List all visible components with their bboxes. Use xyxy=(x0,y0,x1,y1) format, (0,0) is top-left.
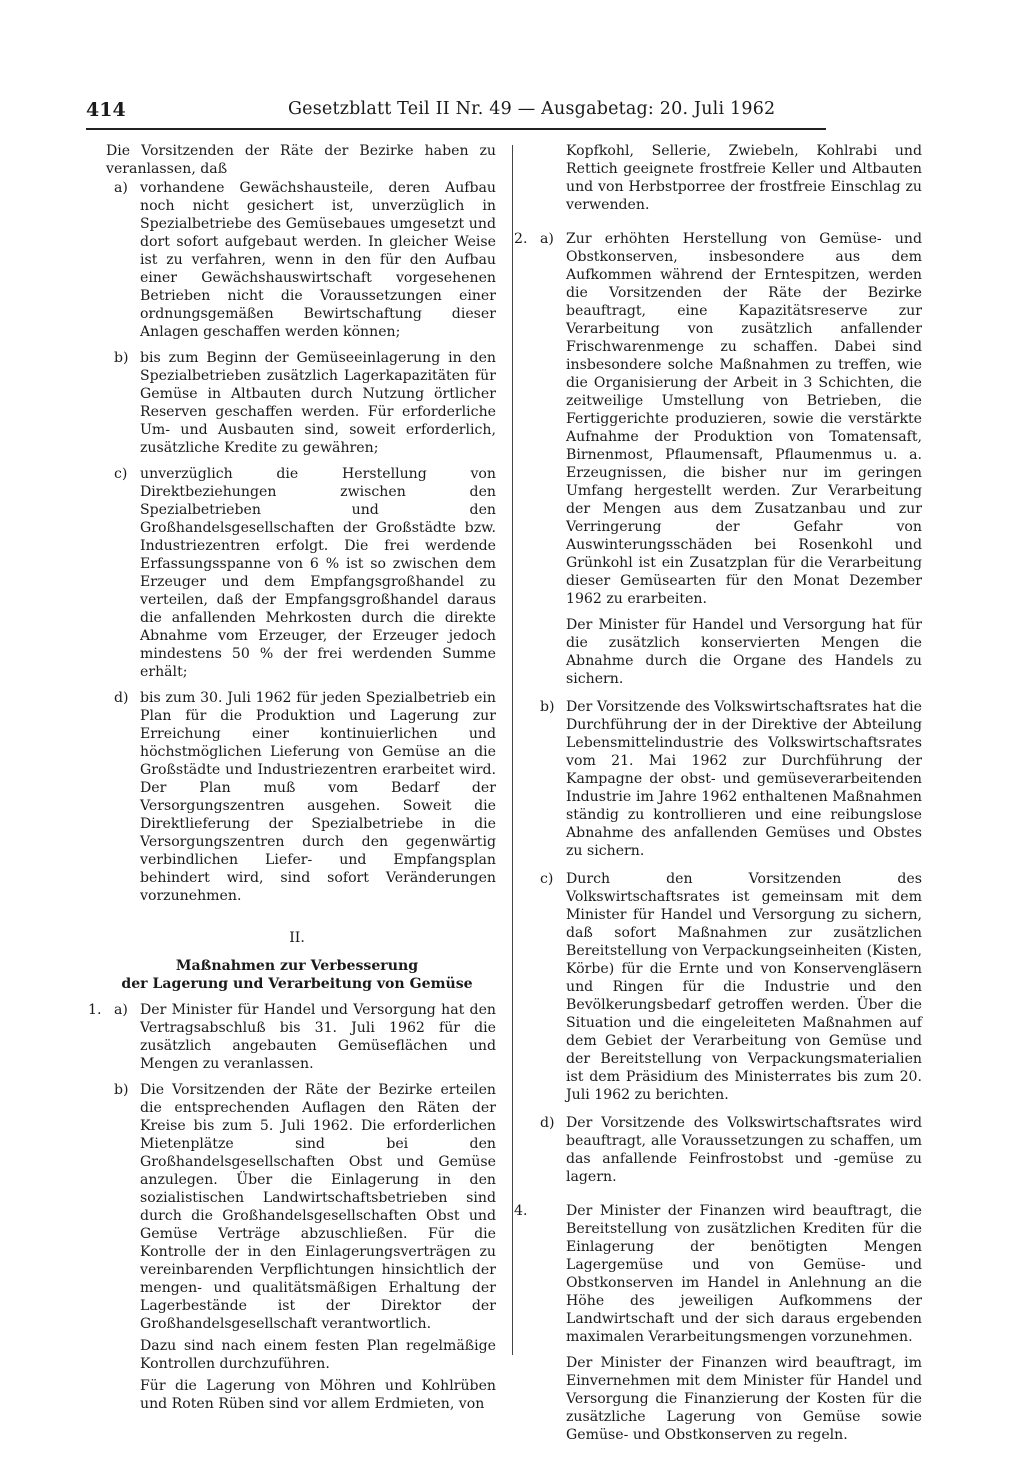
paragraph: Für die Lagerung von Möhren und Kohlrüben und Roten Rüben sind vor allem Erdmieten, von xyxy=(140,1378,496,1412)
item-label: c) xyxy=(114,466,128,482)
paragraph: Der Minister der Finanzen wird beauftragt, im Einvernehmen mit dem Minister für Handel und Versorgung die Finanzierung der Kosten für die zusätzliche Lagerung von Gemüse sowie Gemüse- und Obstkonserven zu regeln. xyxy=(566,1355,922,1443)
paragraph: Dazu sind nach einem festen Plan regelmäßige Kontrollen durchzuführen. xyxy=(140,1338,496,1372)
item-text: Zur erhöhten Herstellung von Gemüse- und Obstkonserven, insbesondere aus dem Aufkommen während der Erntespitzen, werden die Vorsitzenden der Räte der Bezirke beauftragt, eine Kapazitätsreserve zur Verarbeitung von zusätzlich anfallender Frischwarenmenge zu schaffen. Dabei sind insbesondere solche Maßnahmen zu treffen, wie die Organisierung der Arbeit in 3 Schichten, die zeitweilige Umstellung von Betrieben, die Fertiggerichte produzieren, sowie die verstärkte Aufnahme der Produktion von Tomatensaft, Birnenmost, Pflaumensaft, Pflaumenmus u. a. Erzeugnissen, die bisher nur im geringen Umfang hergestellt werden. Zur Verarbeitung der Mengen aus dem Zusatzanbau und zur Verringerung der Gefahr von Auswinterungsschäden bei Rosenkohl und Grünkohl ist ein Zusatzplan für die Verarbeitung dieser Gemüsearten für den Monat Dezember 1962 zu erarbeiten. xyxy=(566,231,922,607)
item-text: unverzüglich die Herstellung von Direktbeziehungen zwischen den Spezialbetrieben und den Großhandelsgesellschaften der Großstädte bzw. Industriezentren erfolgt. Die frei werdende Erfassungsspanne von 6 % ist so zwischen dem Erzeuger und dem Empfangsgroßhandel zu verteilen, daß der Empfangsgroßhandel daraus die anfallenden Mehrkosten durch die direkte Abnahme vom Erzeuger, der Erzeuger jedoch mindestens 50 % der frei werdenden Summe erhält; xyxy=(140,466,496,680)
item-text: Der Minister der Finanzen wird beauftragt, die Bereitstellung von zusätzlichen Krediten für die Einlagerung der benötigten Mengen Lagergemüse und von Gemüse- und Obstkonserven im Handel in Anlehnung an die Höhe des jeweiligen Aufkommens der Landwirtschaft und der sich daraus ergebenden maximalen Verarbeitungsmengen vorzunehmen. xyxy=(566,1203,922,1345)
list-item xyxy=(514,230,922,608)
list-item xyxy=(98,465,496,681)
left-column xyxy=(88,142,496,1413)
point-number: 2. xyxy=(514,231,528,247)
list-item xyxy=(88,1001,496,1073)
continuation-paragraph: Kopfkohl, Sellerie, Zwiebeln, Kohlrabi und Rettich geeignete frostfreie Keller und Altbauten und von Herbstporree der frostfreie Einschlag zu verwenden. xyxy=(566,143,922,213)
point-number: 4. xyxy=(514,1203,528,1219)
list-item xyxy=(98,179,496,341)
item-label: a) xyxy=(114,180,128,196)
item-label: d) xyxy=(540,1115,555,1131)
item-text: Der Minister für Handel und Versorgung hat den Vertragsabschluß bis 31. Juli 1962 für die zusätzlich angebauten Gemüseflächen und Mengen zu veranlassen. xyxy=(140,1002,496,1072)
header-rule xyxy=(86,128,826,130)
item-text: vorhandene Gewächshausteile, deren Aufbau noch nicht gesichert ist, unverzüglich in Spezialbetriebe des Gemüsebaues umgesetzt und dort sofort aufgebaut werden. In gleicher Weise ist zu verfahren, wenn in den für den Aufbau einer Gewächshauswirtschaft vorgesehenen Betrieben nicht die Voraussetzungen einer ordnungsgemäßen Bewirtschaftung dieser Anlagen geschaffen werden können; xyxy=(140,180,496,340)
item-label: a) xyxy=(540,231,554,247)
item-label: d) xyxy=(114,690,129,706)
list-item xyxy=(98,689,496,905)
list-item xyxy=(524,1114,922,1186)
list-item xyxy=(524,870,922,1104)
list-item xyxy=(524,698,922,860)
item-text: Die Vorsitzenden der Räte der Bezirke erteilen die entsprechenden Auflagen den Räten der Kreise bis zum 5. Juli 1962. Die erforderlichen Mietenplätze sind bei den Großhandelsgesellschaften Obst und Gemüse anzulegen. Über die Einlagerung in den sozialistischen Landwirtschaftsbetrieben sind durch die Großhandelsgesellschaften Obst und Gemüse Verträge abzuschließen. Für die Kontrolle der in den Einlagerungsverträgen zu vereinbarenden Verpflichtungen hinsichtlich der mengen- und qualitätsmäßigen Erhaltung der Lagerbestände ist der Direktor der Großhandelsgesellschaft verantwortlich. xyxy=(140,1082,496,1332)
page-number: 414 xyxy=(86,99,126,121)
section-title-line1: Maßnahmen zur Verbesserung xyxy=(175,958,419,974)
item-label: b) xyxy=(114,1082,129,1098)
item-label: b) xyxy=(540,699,555,715)
intro-paragraph: Die Vorsitzenden der Räte der Bezirke haben zu veranlassen, daß xyxy=(106,143,496,177)
item-text: Der Vorsitzende des Volkswirtschaftsrates hat die Durchführung der in der Direktive der Abteilung Lebensmittelindustrie des Volkswirtschaftsrates vom 21. Mai 1962 zur Durchführung der Kampagne der obst- und gemüseverarbeitenden Industrie im Jahre 1962 enthaltenen Maßnahmen ständig zu kontrollieren und eine reibungslose Abnahme des anfallenden Gemüses und Obstes zu sichern. xyxy=(566,699,922,859)
gazette-title: Gesetzblatt Teil II Nr. 49 — Ausgabetag: 20. Juli 1962 xyxy=(288,99,776,119)
item-label: c) xyxy=(540,871,554,887)
column-divider xyxy=(512,145,513,1355)
item-text: bis zum Beginn der Gemüseeinlagerung in den Spezialbetrieben zusätzlich Lagerkapazitäten für Gemüse in Altbauten durch Nutzung örtlicher Reserven geschaffen werden. Für erforderliche Um- und Ausbauten sind, soweit erforderlich, zusätzliche Kredite zu gewähren; xyxy=(140,350,496,456)
page-header xyxy=(86,99,926,129)
item-text: Der Vorsitzende des Volkswirtschaftsrates wird beauftragt, alle Voraussetzungen zu schaffen, um das anfallende Feinfrostobst und -gemüse zu lagern. xyxy=(566,1115,922,1185)
point-number: 1. xyxy=(88,1002,102,1018)
paragraph: Der Minister für Handel und Versorgung hat für die zusätzlich konservierten Mengen die Abnahme durch die Organe des Handels zu sichern. xyxy=(566,617,922,687)
item-text: bis zum 30. Juli 1962 für jeden Spezialbetrieb ein Plan für die Produktion und Lagerung zur Erreichung einer kontinuierlichen und höchstmöglichen Lieferung von Gemüse an die Großstädte und Industriezentren erarbeitet wird. Der Plan muß vom Bedarf der Versorgungszentren ausgehen. Soweit die Direktlieferung der Spezialbetriebe in die Versorgungszentren durch den gegenwärtig verbindlichen Liefer- und Empfangsplan behindert wird, sind sofort Veränderungen vorzunehmen. xyxy=(140,690,496,904)
list-item xyxy=(514,1202,922,1346)
item-label: b) xyxy=(114,350,129,366)
section-number: II. xyxy=(289,930,305,946)
section-title-line2: der Lagerung und Verarbeitung von Gemüse xyxy=(121,976,473,992)
list-item xyxy=(98,1081,496,1333)
item-label: a) xyxy=(114,1002,128,1018)
item-text: Durch den Vorsitzenden des Volkswirtschaftsrates ist gemeinsam mit dem Minister für Handel und Versorgung zu sichern, daß sofort Maßnahmen zur zusätzlichen Bereitstellung von Verpackungseinheiten (Kisten, Körbe) für die Ernte und von Konservengläsern und Ringen für die Industrie und den Bevölkerungsbedarf getroffen werden. Über die Situation und die eingeleiteten Maßnahmen auf dem Gebiet der Verarbeitung von Gemüse und der Bereitstellung von Verpackungsmaterialien ist dem Präsidium des Ministerrates bis zum 20. Juli 1962 zu berichten. xyxy=(566,871,922,1103)
list-item xyxy=(98,349,496,457)
right-column xyxy=(514,142,922,1444)
